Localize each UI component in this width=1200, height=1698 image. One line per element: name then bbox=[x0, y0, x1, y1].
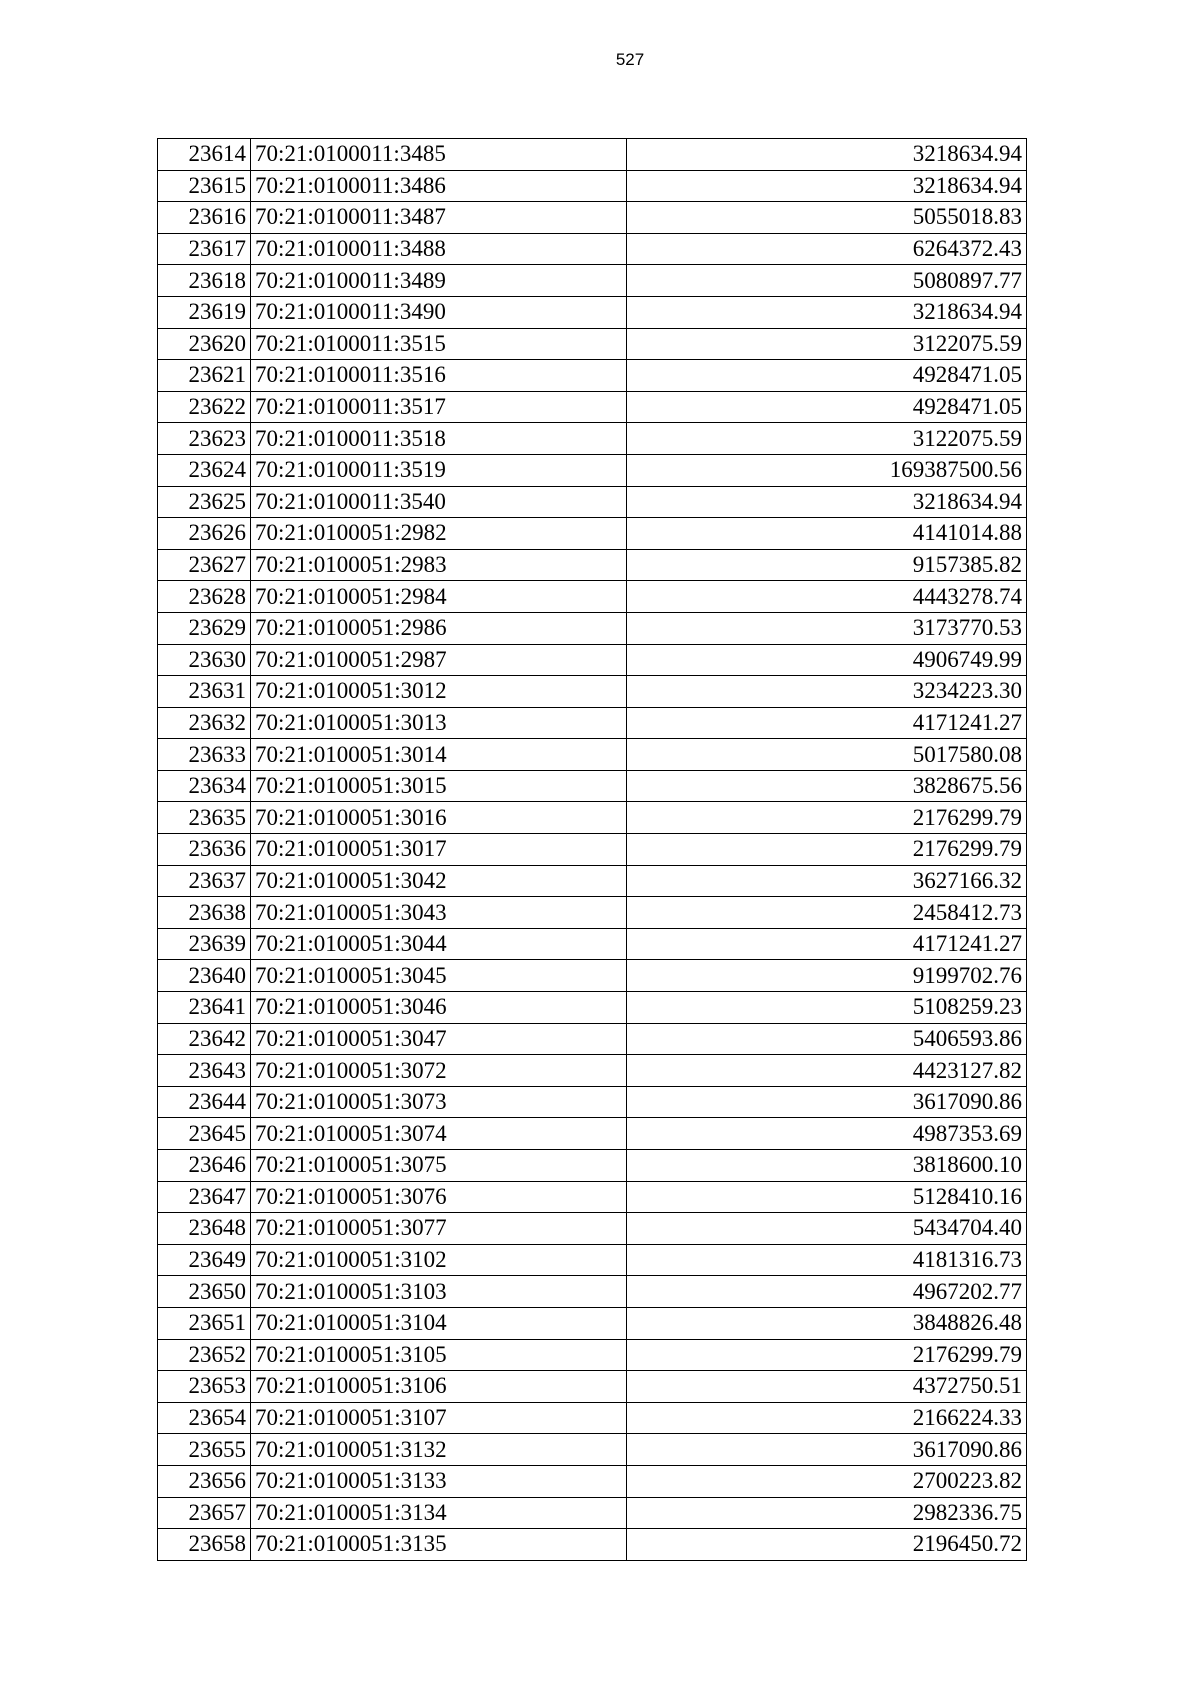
cadastral-number-cell: 70:21:0100051:3133 bbox=[251, 1465, 627, 1497]
cadastral-value-cell: 6264372.43 bbox=[627, 233, 1027, 265]
cadastral-value-cell: 4906749.99 bbox=[627, 644, 1027, 676]
cadastral-number-cell: 70:21:0100051:3103 bbox=[251, 1276, 627, 1308]
cadastral-value-cell: 3818600.10 bbox=[627, 1150, 1027, 1182]
row-number-cell: 23620 bbox=[158, 328, 251, 360]
cadastral-number-cell: 70:21:0100051:2984 bbox=[251, 581, 627, 613]
row-number-cell: 23644 bbox=[158, 1086, 251, 1118]
cadastral-value-cell: 4171241.27 bbox=[627, 928, 1027, 960]
row-number-cell: 23654 bbox=[158, 1402, 251, 1434]
table-row bbox=[158, 170, 1027, 202]
table-row bbox=[158, 1465, 1027, 1497]
row-number-cell: 23643 bbox=[158, 1055, 251, 1087]
row-number-cell: 23656 bbox=[158, 1465, 251, 1497]
row-number-cell: 23619 bbox=[158, 296, 251, 328]
table-row bbox=[158, 581, 1027, 613]
cadastral-value-cell: 4928471.05 bbox=[627, 360, 1027, 392]
table-row bbox=[158, 960, 1027, 992]
row-number-cell: 23617 bbox=[158, 233, 251, 265]
table-row bbox=[158, 486, 1027, 518]
table-row bbox=[158, 928, 1027, 960]
cadastral-value-cell: 5434704.40 bbox=[627, 1213, 1027, 1245]
row-number-cell: 23642 bbox=[158, 1023, 251, 1055]
row-number-cell: 23636 bbox=[158, 834, 251, 866]
cadastral-number-cell: 70:21:0100051:3017 bbox=[251, 834, 627, 866]
cadastral-number-cell: 70:21:0100051:3013 bbox=[251, 707, 627, 739]
cadastral-number-cell: 70:21:0100011:3515 bbox=[251, 328, 627, 360]
cadastral-number-cell: 70:21:0100051:3134 bbox=[251, 1497, 627, 1529]
table-row bbox=[158, 328, 1027, 360]
cadastral-number-cell: 70:21:0100051:3106 bbox=[251, 1371, 627, 1403]
row-number-cell: 23629 bbox=[158, 612, 251, 644]
cadastral-value-cell: 4181316.73 bbox=[627, 1244, 1027, 1276]
cadastral-value-cell: 2176299.79 bbox=[627, 802, 1027, 834]
cadastral-number-cell: 70:21:0100011:3540 bbox=[251, 486, 627, 518]
table-row bbox=[158, 1307, 1027, 1339]
cadastral-value-cell: 5017580.08 bbox=[627, 739, 1027, 771]
table-row bbox=[158, 1371, 1027, 1403]
cadastral-value-cell: 3218634.94 bbox=[627, 296, 1027, 328]
table-row bbox=[158, 1497, 1027, 1529]
cadastral-value-cell: 5406593.86 bbox=[627, 1023, 1027, 1055]
cadastral-number-cell: 70:21:0100051:3045 bbox=[251, 960, 627, 992]
table-row bbox=[158, 770, 1027, 802]
row-number-cell: 23632 bbox=[158, 707, 251, 739]
row-number-cell: 23651 bbox=[158, 1307, 251, 1339]
table-row bbox=[158, 1023, 1027, 1055]
cadastral-value-cell: 3234223.30 bbox=[627, 676, 1027, 708]
table-row bbox=[158, 549, 1027, 581]
table-row bbox=[158, 612, 1027, 644]
row-number-cell: 23653 bbox=[158, 1371, 251, 1403]
table-row bbox=[158, 897, 1027, 929]
row-number-cell: 23638 bbox=[158, 897, 251, 929]
cadastral-number-cell: 70:21:0100051:3016 bbox=[251, 802, 627, 834]
row-number-cell: 23649 bbox=[158, 1244, 251, 1276]
cadastral-value-cell: 3617090.86 bbox=[627, 1434, 1027, 1466]
table-row bbox=[158, 1529, 1027, 1561]
cadastral-value-cell: 5055018.83 bbox=[627, 202, 1027, 234]
cadastral-value-cell: 3173770.53 bbox=[627, 612, 1027, 644]
cadastral-value-cell: 3122075.59 bbox=[627, 328, 1027, 360]
row-number-cell: 23628 bbox=[158, 581, 251, 613]
row-number-cell: 23626 bbox=[158, 518, 251, 550]
cadastral-value-cell: 2700223.82 bbox=[627, 1465, 1027, 1497]
cadastral-number-cell: 70:21:0100051:3073 bbox=[251, 1086, 627, 1118]
table-row bbox=[158, 1244, 1027, 1276]
row-number-cell: 23631 bbox=[158, 676, 251, 708]
cadastral-value-cell: 4928471.05 bbox=[627, 391, 1027, 423]
cadastral-number-cell: 70:21:0100011:3518 bbox=[251, 423, 627, 455]
row-number-cell: 23657 bbox=[158, 1497, 251, 1529]
cadastral-number-cell: 70:21:0100051:3072 bbox=[251, 1055, 627, 1087]
row-number-cell: 23648 bbox=[158, 1213, 251, 1245]
cadastral-number-cell: 70:21:0100051:2987 bbox=[251, 644, 627, 676]
table-row bbox=[158, 1055, 1027, 1087]
cadastral-number-cell: 70:21:0100011:3485 bbox=[251, 139, 627, 171]
table-row bbox=[158, 1276, 1027, 1308]
row-number-cell: 23630 bbox=[158, 644, 251, 676]
row-number-cell: 23650 bbox=[158, 1276, 251, 1308]
cadastral-number-cell: 70:21:0100051:2986 bbox=[251, 612, 627, 644]
table-row bbox=[158, 1086, 1027, 1118]
cadastral-value-cell: 2176299.79 bbox=[627, 834, 1027, 866]
table-row bbox=[158, 676, 1027, 708]
cadastral-number-cell: 70:21:0100011:3517 bbox=[251, 391, 627, 423]
row-number-cell: 23624 bbox=[158, 454, 251, 486]
cadastral-value-cell: 4171241.27 bbox=[627, 707, 1027, 739]
table-row bbox=[158, 139, 1027, 171]
cadastral-number-cell: 70:21:0100051:3132 bbox=[251, 1434, 627, 1466]
row-number-cell: 23616 bbox=[158, 202, 251, 234]
cadastral-number-cell: 70:21:0100051:3012 bbox=[251, 676, 627, 708]
row-number-cell: 23633 bbox=[158, 739, 251, 771]
row-number-cell: 23641 bbox=[158, 992, 251, 1024]
cadastral-number-cell: 70:21:0100011:3516 bbox=[251, 360, 627, 392]
cadastral-number-cell: 70:21:0100011:3519 bbox=[251, 454, 627, 486]
cadastral-number-cell: 70:21:0100051:3102 bbox=[251, 1244, 627, 1276]
cadastral-value-cell: 4443278.74 bbox=[627, 581, 1027, 613]
row-number-cell: 23618 bbox=[158, 265, 251, 297]
table-row bbox=[158, 391, 1027, 423]
cadastral-value-cell: 2196450.72 bbox=[627, 1529, 1027, 1561]
cadastral-number-cell: 70:21:0100051:3076 bbox=[251, 1181, 627, 1213]
table-row bbox=[158, 644, 1027, 676]
cadastral-value-cell: 4372750.51 bbox=[627, 1371, 1027, 1403]
table-row bbox=[158, 1118, 1027, 1150]
table-row bbox=[158, 1339, 1027, 1371]
cadastral-value-cell: 2166224.33 bbox=[627, 1402, 1027, 1434]
cadastral-number-cell: 70:21:0100051:3047 bbox=[251, 1023, 627, 1055]
table-row bbox=[158, 423, 1027, 455]
cadastral-value-cell: 2458412.73 bbox=[627, 897, 1027, 929]
cadastral-value-cell: 3627166.32 bbox=[627, 865, 1027, 897]
table-row bbox=[158, 454, 1027, 486]
page-number: 527 bbox=[615, 50, 645, 69]
table-row bbox=[158, 1181, 1027, 1213]
cadastral-number-cell: 70:21:0100051:3107 bbox=[251, 1402, 627, 1434]
cadastral-number-cell: 70:21:0100051:3074 bbox=[251, 1118, 627, 1150]
cadastral-value-cell: 4141014.88 bbox=[627, 518, 1027, 550]
row-number-cell: 23640 bbox=[158, 960, 251, 992]
cadastral-value-cell: 9157385.82 bbox=[627, 549, 1027, 581]
row-number-cell: 23614 bbox=[158, 139, 251, 171]
table-row bbox=[158, 518, 1027, 550]
cadastral-value-cell: 3828675.56 bbox=[627, 770, 1027, 802]
row-number-cell: 23639 bbox=[158, 928, 251, 960]
cadastral-value-cell: 4423127.82 bbox=[627, 1055, 1027, 1087]
row-number-cell: 23652 bbox=[158, 1339, 251, 1371]
table-row bbox=[158, 865, 1027, 897]
cadastral-number-cell: 70:21:0100011:3487 bbox=[251, 202, 627, 234]
table-row bbox=[158, 1213, 1027, 1245]
table-row bbox=[158, 707, 1027, 739]
row-number-cell: 23645 bbox=[158, 1118, 251, 1150]
cadastral-value-table bbox=[157, 138, 1027, 1561]
table-row bbox=[158, 233, 1027, 265]
cadastral-number-cell: 70:21:0100051:2983 bbox=[251, 549, 627, 581]
table-row bbox=[158, 265, 1027, 297]
cadastral-value-cell: 169387500.56 bbox=[627, 454, 1027, 486]
cadastral-number-cell: 70:21:0100051:3014 bbox=[251, 739, 627, 771]
cadastral-value-cell: 3122075.59 bbox=[627, 423, 1027, 455]
table-row bbox=[158, 296, 1027, 328]
cadastral-number-cell: 70:21:0100011:3489 bbox=[251, 265, 627, 297]
cadastral-value-cell: 3218634.94 bbox=[627, 486, 1027, 518]
row-number-cell: 23627 bbox=[158, 549, 251, 581]
row-number-cell: 23658 bbox=[158, 1529, 251, 1561]
cadastral-value-cell: 3218634.94 bbox=[627, 139, 1027, 171]
table-row bbox=[158, 739, 1027, 771]
cadastral-value-cell: 5080897.77 bbox=[627, 265, 1027, 297]
cadastral-number-cell: 70:21:0100051:3044 bbox=[251, 928, 627, 960]
cadastral-number-cell: 70:21:0100051:3042 bbox=[251, 865, 627, 897]
row-number-cell: 23621 bbox=[158, 360, 251, 392]
table-row bbox=[158, 360, 1027, 392]
row-number-cell: 23646 bbox=[158, 1150, 251, 1182]
cadastral-value-cell: 4987353.69 bbox=[627, 1118, 1027, 1150]
row-number-cell: 23622 bbox=[158, 391, 251, 423]
cadastral-number-cell: 70:21:0100051:3104 bbox=[251, 1307, 627, 1339]
row-number-cell: 23623 bbox=[158, 423, 251, 455]
cadastral-value-cell: 5108259.23 bbox=[627, 992, 1027, 1024]
row-number-cell: 23634 bbox=[158, 770, 251, 802]
row-number-cell: 23637 bbox=[158, 865, 251, 897]
table-row bbox=[158, 834, 1027, 866]
cadastral-number-cell: 70:21:0100051:3135 bbox=[251, 1529, 627, 1561]
cadastral-number-cell: 70:21:0100051:3077 bbox=[251, 1213, 627, 1245]
cadastral-value-cell: 2176299.79 bbox=[627, 1339, 1027, 1371]
row-number-cell: 23647 bbox=[158, 1181, 251, 1213]
cadastral-number-cell: 70:21:0100011:3486 bbox=[251, 170, 627, 202]
cadastral-value-cell: 3617090.86 bbox=[627, 1086, 1027, 1118]
cadastral-value-cell: 5128410.16 bbox=[627, 1181, 1027, 1213]
cadastral-number-cell: 70:21:0100051:3043 bbox=[251, 897, 627, 929]
cadastral-value-cell: 3848826.48 bbox=[627, 1307, 1027, 1339]
table-row bbox=[158, 1402, 1027, 1434]
cadastral-value-cell: 2982336.75 bbox=[627, 1497, 1027, 1529]
cadastral-number-cell: 70:21:0100011:3488 bbox=[251, 233, 627, 265]
cadastral-number-cell: 70:21:0100051:3105 bbox=[251, 1339, 627, 1371]
table-row bbox=[158, 802, 1027, 834]
cadastral-number-cell: 70:21:0100051:3075 bbox=[251, 1150, 627, 1182]
cadastral-value-cell: 4967202.77 bbox=[627, 1276, 1027, 1308]
table-row bbox=[158, 1150, 1027, 1182]
cadastral-value-cell: 9199702.76 bbox=[627, 960, 1027, 992]
row-number-cell: 23625 bbox=[158, 486, 251, 518]
row-number-cell: 23615 bbox=[158, 170, 251, 202]
cadastral-number-cell: 70:21:0100051:2982 bbox=[251, 518, 627, 550]
cadastral-number-cell: 70:21:0100051:3015 bbox=[251, 770, 627, 802]
table-row bbox=[158, 1434, 1027, 1466]
table-body bbox=[158, 139, 1027, 1561]
row-number-cell: 23635 bbox=[158, 802, 251, 834]
cadastral-number-cell: 70:21:0100011:3490 bbox=[251, 296, 627, 328]
table-row bbox=[158, 992, 1027, 1024]
table-row bbox=[158, 202, 1027, 234]
row-number-cell: 23655 bbox=[158, 1434, 251, 1466]
cadastral-value-cell: 3218634.94 bbox=[627, 170, 1027, 202]
cadastral-number-cell: 70:21:0100051:3046 bbox=[251, 992, 627, 1024]
